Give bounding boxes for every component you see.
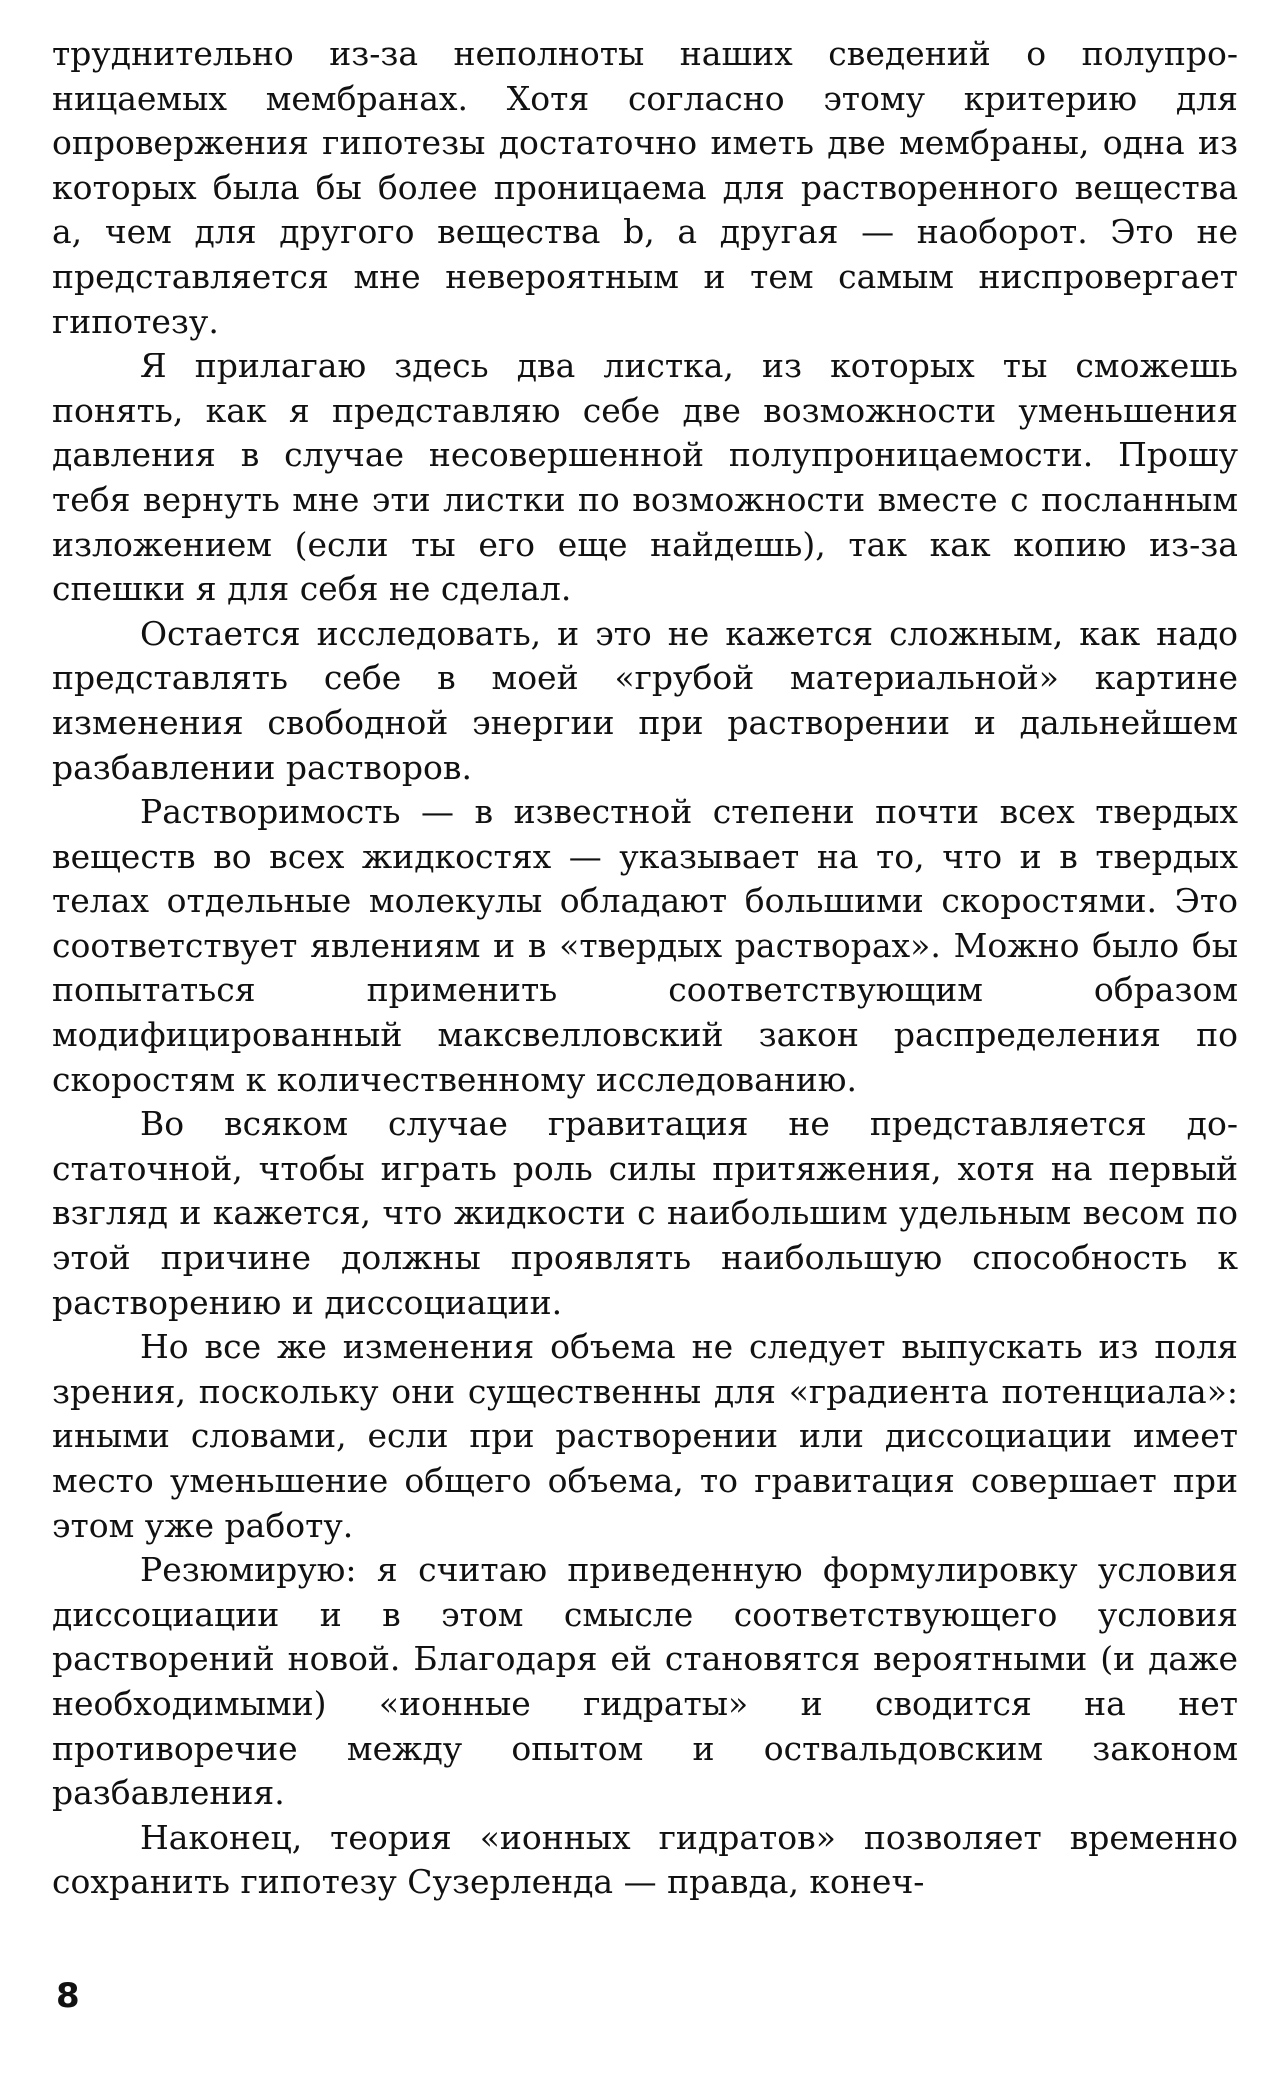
paragraph-6: Но все же изменения объема не следует выпускать из поля зрения, поскольку они существенны для «градиента потенциала»: иными словами, если при растворении или диссоциации имеет место уменьшение общего объема, то гравитация совершает при этом уже работу. [52,1327,1238,1545]
paragraph-3: Остается исследовать, и это не кажется сложным, как надо представлять себе в моей «грубой материальной» картине изменения свободной энергии при растворении и дальнейшем разбавлении растворов. [52,613,1238,787]
paragraph-8: Наконец, теория «ионных гидратов» позволяет временно сохранить гипотезу Сузерленда — правда, конеч- [52,1817,1238,1902]
paragraph-1: труднительно из-за неполноты наших сведений о полупроницаемых мембранах. Хотя согласно этому критерию для опровержения гипотезы достаточно иметь две мембраны, одна из которых была бы более проницаема для растворенного вещества a, чем для другого вещества b, а другая — наоборот. Это не представляется мне невероятным и тем самым ниспровергает гипотезу. [52,34,1238,341]
paragraph-7: Резюмирую: я считаю приведенную формулировку условия диссоциации и в этом смысле соответствующего условия растворений новой. Благодаря ей становятся вероятными (и даже необходимыми) «ионные гидраты» и сводится на нет противоречие между опытом и оствальдовским законом разбавления. [52,1550,1238,1813]
paragraph-2: Я прилагаю здесь два листка, из которых ты сможешь понять, как я представляю себе две возможности уменьшения давления в случае несовершенной полупроницаемости. Прошу тебя вернуть мне эти листки по возможности вместе с посланным изложением (если ты его еще найдешь), так как копию из-за спешки я для себя не сделал. [52,346,1238,609]
paragraph-4: Растворимость — в известной степени почти всех твердых веществ во всех жидкостях — указывает на то, что и в твердых телах отдельные молекулы обладают большими скоростями. Это соответствует явлениям и в «твердых растворах». Можно было бы попытаться применить соответствующим образом модифицированный максвелловский закон распределения по скоростям к количественному исследованию. [52,792,1238,1099]
page-number: 8 [56,1976,80,2016]
page-body [52,32,1238,1905]
paragraph-5: Во всяком случае гравитация не представляется достаточной, чтобы играть роль силы притяжения, хотя на первый взгляд и кажется, что жидкости с наибольшим удельным весом по этой причине должны проявлять наибольшую способность к растворению и диссоциации. [52,1104,1238,1322]
